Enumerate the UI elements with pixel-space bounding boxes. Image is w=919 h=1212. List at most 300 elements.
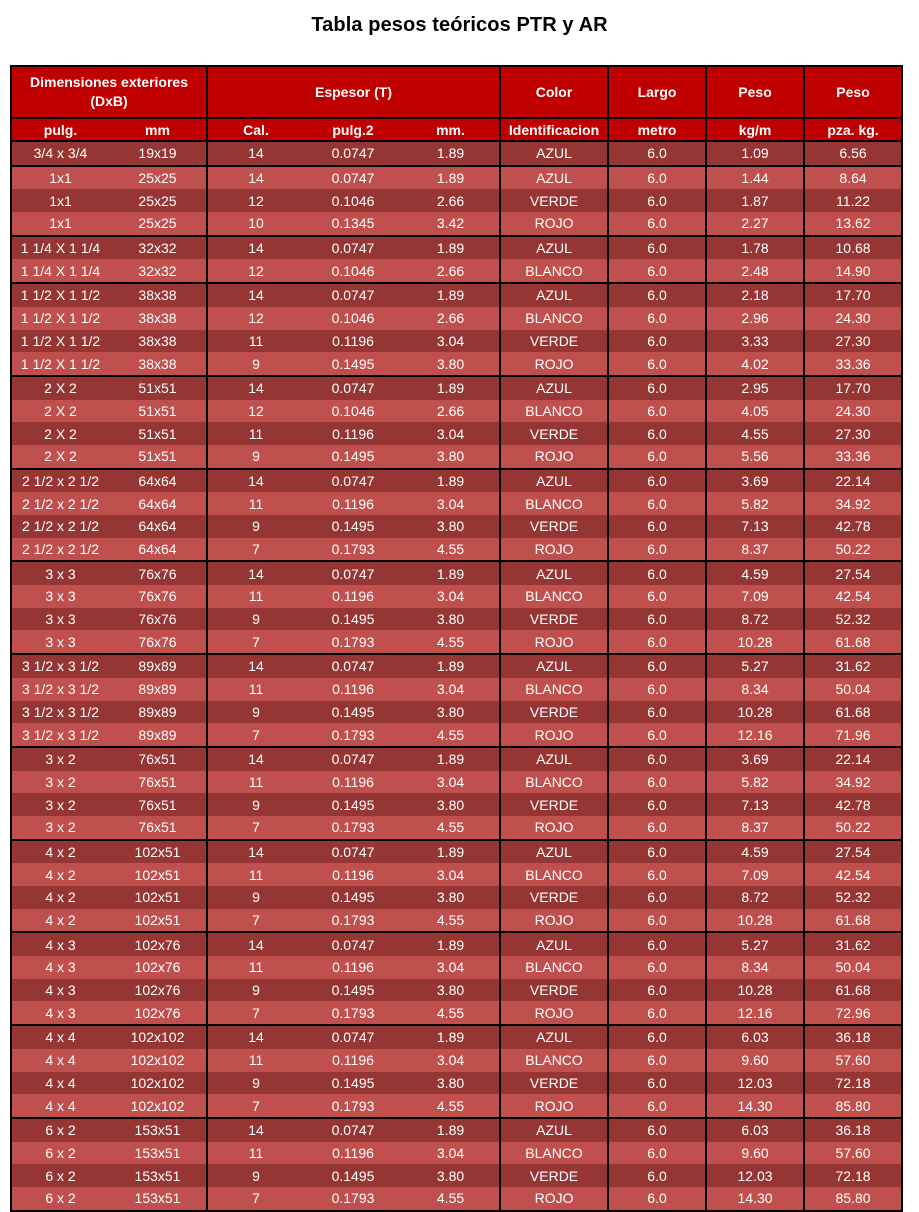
cell-length: 6.0 — [608, 608, 706, 631]
header-metro: metro — [608, 118, 706, 141]
cell-pulg2: 0.1196 — [304, 678, 402, 701]
cell-weight-pza: 36.18 — [804, 1118, 902, 1142]
cell-length: 6.0 — [608, 141, 706, 166]
cell-weight-kg-m: 2.48 — [706, 259, 804, 283]
cell-weight-pza: 14.90 — [804, 259, 902, 283]
header-dimensiones: Dimensiones exteriores (DxB) — [11, 66, 207, 118]
cell-color-id: BLANCO — [500, 307, 608, 330]
cell-pulg2: 0.1495 — [304, 445, 402, 469]
cell-cal: 11 — [207, 863, 304, 886]
cell-cal: 14 — [207, 561, 304, 585]
cell-cal: 14 — [207, 376, 304, 400]
cell-thickness-mm: 3.80 — [402, 1164, 500, 1187]
cell-length: 6.0 — [608, 330, 706, 353]
cell-weight-kg-m: 2.95 — [706, 376, 804, 400]
table-row — [11, 723, 902, 747]
cell-color-id: VERDE — [500, 515, 608, 538]
cell-pulg2: 0.0747 — [304, 283, 402, 307]
table-row — [11, 212, 902, 236]
cell-color-id: BLANCO — [500, 585, 608, 608]
cell-thickness-mm: 1.89 — [402, 166, 500, 190]
cell-weight-kg-m: 9.60 — [706, 1142, 804, 1165]
cell-length: 6.0 — [608, 630, 706, 654]
cell-color-id: ROJO — [500, 1094, 608, 1118]
cell-length: 6.0 — [608, 863, 706, 886]
cell-weight-pza: 27.54 — [804, 840, 902, 864]
cell-weight-kg-m: 12.03 — [706, 1072, 804, 1095]
cell-pulg: 3 x 3 — [11, 585, 109, 608]
cell-length: 6.0 — [608, 469, 706, 493]
cell-thickness-mm: 3.04 — [402, 422, 500, 445]
cell-pulg: 2 X 2 — [11, 422, 109, 445]
cell-cal: 14 — [207, 283, 304, 307]
cell-color-id: AZUL — [500, 561, 608, 585]
cell-pulg: 2 X 2 — [11, 400, 109, 423]
cell-pulg2: 0.0747 — [304, 840, 402, 864]
cell-length: 6.0 — [608, 422, 706, 445]
cell-pulg: 2 1/2 x 2 1/2 — [11, 515, 109, 538]
cell-color-id: AZUL — [500, 283, 608, 307]
cell-pulg: 1 1/2 X 1 1/2 — [11, 352, 109, 376]
header-mm: mm — [109, 118, 207, 141]
cell-color-id: ROJO — [500, 723, 608, 747]
cell-weight-pza: 50.22 — [804, 816, 902, 840]
cell-color-id: ROJO — [500, 909, 608, 933]
cell-pulg: 3/4 x 3/4 — [11, 141, 109, 166]
cell-weight-kg-m: 5.56 — [706, 445, 804, 469]
table-row — [11, 1142, 902, 1165]
cell-length: 6.0 — [608, 747, 706, 771]
cell-mm: 64x64 — [109, 492, 207, 515]
cell-color-id: AZUL — [500, 166, 608, 190]
cell-cal: 10 — [207, 212, 304, 236]
cell-cal: 11 — [207, 492, 304, 515]
cell-pulg: 1x1 — [11, 212, 109, 236]
cell-cal: 11 — [207, 956, 304, 979]
cell-cal: 11 — [207, 678, 304, 701]
cell-pulg2: 0.1495 — [304, 515, 402, 538]
table-row — [11, 283, 902, 307]
header-pulg: pulg. — [11, 118, 109, 141]
cell-length: 6.0 — [608, 352, 706, 376]
table-row — [11, 840, 902, 864]
table-row — [11, 1094, 902, 1118]
cell-pulg2: 0.0747 — [304, 141, 402, 166]
cell-pulg: 6 x 2 — [11, 1142, 109, 1165]
cell-color-id: ROJO — [500, 538, 608, 562]
cell-pulg2: 0.1196 — [304, 585, 402, 608]
cell-mm: 38x38 — [109, 307, 207, 330]
cell-pulg: 4 x 4 — [11, 1049, 109, 1072]
cell-thickness-mm: 3.04 — [402, 585, 500, 608]
table-row — [11, 1118, 902, 1142]
cell-weight-kg-m: 5.27 — [706, 654, 804, 678]
table-row — [11, 1001, 902, 1025]
cell-pulg2: 0.1046 — [304, 307, 402, 330]
cell-cal: 7 — [207, 1001, 304, 1025]
cell-length: 6.0 — [608, 166, 706, 190]
cell-mm: 102x102 — [109, 1072, 207, 1095]
cell-mm: 25x25 — [109, 189, 207, 212]
cell-cal: 12 — [207, 189, 304, 212]
cell-pulg: 3 x 2 — [11, 816, 109, 840]
cell-length: 6.0 — [608, 259, 706, 283]
cell-length: 6.0 — [608, 400, 706, 423]
cell-color-id: VERDE — [500, 1072, 608, 1095]
header-largo: Largo — [608, 66, 706, 118]
cell-color-id: ROJO — [500, 212, 608, 236]
cell-mm: 64x64 — [109, 469, 207, 493]
header-mm-thickness: mm. — [402, 118, 500, 141]
cell-pulg2: 0.1495 — [304, 608, 402, 631]
cell-mm: 38x38 — [109, 283, 207, 307]
cell-thickness-mm: 1.89 — [402, 236, 500, 260]
cell-length: 6.0 — [608, 723, 706, 747]
cell-weight-pza: 72.18 — [804, 1164, 902, 1187]
cell-weight-kg-m: 8.72 — [706, 886, 804, 909]
table-row — [11, 932, 902, 956]
cell-cal: 7 — [207, 909, 304, 933]
cell-mm: 153x51 — [109, 1118, 207, 1142]
page-title: Tabla pesos teóricos PTR y AR — [311, 14, 608, 36]
cell-pulg: 4 x 2 — [11, 840, 109, 864]
cell-weight-kg-m: 5.27 — [706, 932, 804, 956]
cell-color-id: BLANCO — [500, 400, 608, 423]
cell-thickness-mm: 4.55 — [402, 1094, 500, 1118]
cell-mm: 89x89 — [109, 678, 207, 701]
cell-cal: 11 — [207, 771, 304, 794]
cell-length: 6.0 — [608, 1187, 706, 1211]
cell-mm: 102x102 — [109, 1025, 207, 1049]
cell-pulg2: 0.1196 — [304, 771, 402, 794]
table-row — [11, 793, 902, 816]
table-row — [11, 678, 902, 701]
cell-cal: 9 — [207, 352, 304, 376]
cell-weight-kg-m: 14.30 — [706, 1094, 804, 1118]
cell-pulg: 1x1 — [11, 166, 109, 190]
cell-mm: 89x89 — [109, 723, 207, 747]
cell-cal: 11 — [207, 585, 304, 608]
cell-color-id: BLANCO — [500, 1142, 608, 1165]
cell-weight-kg-m: 3.69 — [706, 747, 804, 771]
cell-length: 6.0 — [608, 932, 706, 956]
table-row — [11, 330, 902, 353]
header-peso-m: Peso — [706, 66, 804, 118]
cell-color-id: VERDE — [500, 608, 608, 631]
cell-thickness-mm: 2.66 — [402, 400, 500, 423]
cell-length: 6.0 — [608, 307, 706, 330]
table-row — [11, 630, 902, 654]
cell-thickness-mm: 3.80 — [402, 515, 500, 538]
cell-color-id: AZUL — [500, 1118, 608, 1142]
cell-color-id: AZUL — [500, 1025, 608, 1049]
cell-weight-kg-m: 9.60 — [706, 1049, 804, 1072]
cell-mm: 38x38 — [109, 330, 207, 353]
cell-pulg2: 0.1793 — [304, 1094, 402, 1118]
table-row — [11, 376, 902, 400]
cell-length: 6.0 — [608, 1072, 706, 1095]
cell-length: 6.0 — [608, 189, 706, 212]
cell-pulg: 4 x 3 — [11, 979, 109, 1002]
cell-length: 6.0 — [608, 1094, 706, 1118]
cell-pulg2: 0.1793 — [304, 538, 402, 562]
cell-mm: 25x25 — [109, 166, 207, 190]
cell-mm: 76x51 — [109, 771, 207, 794]
cell-mm: 102x51 — [109, 886, 207, 909]
cell-pulg: 1 1/4 X 1 1/4 — [11, 236, 109, 260]
cell-pulg2: 0.0747 — [304, 1118, 402, 1142]
cell-weight-pza: 72.18 — [804, 1072, 902, 1095]
header-peso-pza: Peso — [804, 66, 902, 118]
cell-mm: 32x32 — [109, 259, 207, 283]
cell-weight-kg-m: 2.18 — [706, 283, 804, 307]
cell-weight-kg-m: 1.87 — [706, 189, 804, 212]
cell-pulg: 1 1/2 X 1 1/2 — [11, 330, 109, 353]
table-row — [11, 747, 902, 771]
header-pza-kg: pza. kg. — [804, 118, 902, 141]
cell-length: 6.0 — [608, 585, 706, 608]
cell-cal: 12 — [207, 307, 304, 330]
cell-weight-pza: 24.30 — [804, 307, 902, 330]
cell-mm: 89x89 — [109, 654, 207, 678]
cell-weight-pza: 71.96 — [804, 723, 902, 747]
cell-color-id: AZUL — [500, 236, 608, 260]
cell-color-id: VERDE — [500, 1164, 608, 1187]
table-row — [11, 445, 902, 469]
cell-weight-pza: 85.80 — [804, 1187, 902, 1211]
cell-mm: 102x51 — [109, 863, 207, 886]
cell-mm: 64x64 — [109, 515, 207, 538]
cell-thickness-mm: 3.04 — [402, 330, 500, 353]
cell-length: 6.0 — [608, 1164, 706, 1187]
cell-pulg2: 0.1196 — [304, 863, 402, 886]
cell-pulg: 1 1/2 X 1 1/2 — [11, 307, 109, 330]
cell-mm: 64x64 — [109, 538, 207, 562]
cell-cal: 11 — [207, 1049, 304, 1072]
cell-weight-pza: 34.92 — [804, 771, 902, 794]
cell-weight-pza: 33.36 — [804, 352, 902, 376]
cell-weight-kg-m: 1.78 — [706, 236, 804, 260]
cell-cal: 14 — [207, 469, 304, 493]
cell-weight-pza: 61.68 — [804, 979, 902, 1002]
table-row — [11, 771, 902, 794]
cell-mm: 102x51 — [109, 909, 207, 933]
cell-cal: 11 — [207, 330, 304, 353]
cell-weight-pza: 17.70 — [804, 376, 902, 400]
cell-length: 6.0 — [608, 654, 706, 678]
cell-color-id: BLANCO — [500, 1049, 608, 1072]
cell-length: 6.0 — [608, 538, 706, 562]
cell-weight-pza: 27.30 — [804, 422, 902, 445]
cell-pulg: 4 x 3 — [11, 956, 109, 979]
cell-weight-kg-m: 3.69 — [706, 469, 804, 493]
table-row — [11, 400, 902, 423]
cell-cal: 14 — [207, 840, 304, 864]
cell-pulg2: 0.1495 — [304, 1164, 402, 1187]
cell-pulg: 3 1/2 x 3 1/2 — [11, 654, 109, 678]
cell-pulg: 2 X 2 — [11, 376, 109, 400]
cell-weight-kg-m: 14.30 — [706, 1187, 804, 1211]
cell-color-id: VERDE — [500, 422, 608, 445]
cell-mm: 102x76 — [109, 932, 207, 956]
cell-pulg2: 0.0747 — [304, 932, 402, 956]
cell-cal: 14 — [207, 747, 304, 771]
header-kg-m: kg/m — [706, 118, 804, 141]
cell-thickness-mm: 3.80 — [402, 979, 500, 1002]
header-pulg2: pulg.2 — [304, 118, 402, 141]
cell-weight-kg-m: 6.03 — [706, 1118, 804, 1142]
table-row — [11, 561, 902, 585]
cell-pulg: 3 x 3 — [11, 608, 109, 631]
cell-length: 6.0 — [608, 886, 706, 909]
cell-pulg2: 0.1046 — [304, 259, 402, 283]
cell-cal: 9 — [207, 979, 304, 1002]
cell-mm: 89x89 — [109, 701, 207, 724]
cell-weight-kg-m: 5.82 — [706, 771, 804, 794]
table-row — [11, 909, 902, 933]
table-row — [11, 608, 902, 631]
cell-weight-kg-m: 8.34 — [706, 678, 804, 701]
cell-cal: 14 — [207, 654, 304, 678]
table-row — [11, 1164, 902, 1187]
cell-weight-pza: 10.68 — [804, 236, 902, 260]
cell-weight-kg-m: 4.55 — [706, 422, 804, 445]
cell-color-id: ROJO — [500, 1001, 608, 1025]
table-row — [11, 956, 902, 979]
cell-weight-kg-m: 5.82 — [706, 492, 804, 515]
cell-length: 6.0 — [608, 1025, 706, 1049]
cell-mm: 102x76 — [109, 1001, 207, 1025]
cell-length: 6.0 — [608, 956, 706, 979]
cell-weight-kg-m: 12.03 — [706, 1164, 804, 1187]
cell-pulg2: 0.1793 — [304, 1187, 402, 1211]
cell-pulg: 3 x 3 — [11, 561, 109, 585]
cell-pulg2: 0.0747 — [304, 166, 402, 190]
cell-mm: 102x76 — [109, 979, 207, 1002]
cell-cal: 7 — [207, 1187, 304, 1211]
cell-weight-kg-m: 10.28 — [706, 979, 804, 1002]
cell-length: 6.0 — [608, 678, 706, 701]
cell-cal: 9 — [207, 701, 304, 724]
cell-pulg2: 0.1345 — [304, 212, 402, 236]
cell-pulg: 4 x 3 — [11, 1001, 109, 1025]
cell-color-id: VERDE — [500, 886, 608, 909]
cell-weight-kg-m: 4.59 — [706, 561, 804, 585]
cell-color-id: AZUL — [500, 747, 608, 771]
cell-pulg2: 0.1046 — [304, 189, 402, 212]
cell-weight-kg-m: 7.13 — [706, 793, 804, 816]
cell-thickness-mm: 3.80 — [402, 886, 500, 909]
cell-thickness-mm: 2.66 — [402, 259, 500, 283]
cell-weight-kg-m: 8.72 — [706, 608, 804, 631]
cell-weight-pza: 27.54 — [804, 561, 902, 585]
cell-weight-pza: 34.92 — [804, 492, 902, 515]
cell-mm: 76x76 — [109, 608, 207, 631]
cell-pulg2: 0.0747 — [304, 654, 402, 678]
cell-cal: 7 — [207, 630, 304, 654]
cell-pulg: 4 x 3 — [11, 932, 109, 956]
cell-cal: 7 — [207, 538, 304, 562]
cell-mm: 153x51 — [109, 1142, 207, 1165]
table-row — [11, 979, 902, 1002]
table-row — [11, 515, 902, 538]
cell-length: 6.0 — [608, 909, 706, 933]
table-row — [11, 1072, 902, 1095]
cell-pulg: 6 x 2 — [11, 1187, 109, 1211]
cell-cal: 14 — [207, 141, 304, 166]
cell-weight-kg-m: 4.05 — [706, 400, 804, 423]
cell-pulg: 3 x 2 — [11, 793, 109, 816]
cell-length: 6.0 — [608, 840, 706, 864]
cell-thickness-mm: 3.04 — [402, 863, 500, 886]
cell-pulg2: 0.1196 — [304, 492, 402, 515]
cell-cal: 9 — [207, 608, 304, 631]
cell-weight-pza: 52.32 — [804, 608, 902, 631]
cell-pulg: 1 1/2 X 1 1/2 — [11, 283, 109, 307]
cell-pulg2: 0.1196 — [304, 330, 402, 353]
cell-length: 6.0 — [608, 212, 706, 236]
cell-mm: 51x51 — [109, 376, 207, 400]
cell-cal: 12 — [207, 400, 304, 423]
cell-mm: 102x76 — [109, 956, 207, 979]
cell-pulg: 4 x 4 — [11, 1094, 109, 1118]
cell-mm: 51x51 — [109, 445, 207, 469]
cell-color-id: VERDE — [500, 793, 608, 816]
cell-thickness-mm: 3.80 — [402, 1072, 500, 1095]
cell-thickness-mm: 3.80 — [402, 445, 500, 469]
cell-pulg2: 0.1196 — [304, 1049, 402, 1072]
cell-mm: 76x76 — [109, 561, 207, 585]
header-cal: Cal. — [207, 118, 304, 141]
cell-cal: 9 — [207, 1072, 304, 1095]
cell-cal: 11 — [207, 422, 304, 445]
cell-thickness-mm: 3.80 — [402, 352, 500, 376]
cell-thickness-mm: 3.04 — [402, 1049, 500, 1072]
table-body — [11, 141, 902, 1211]
cell-weight-kg-m: 10.28 — [706, 630, 804, 654]
cell-weight-pza: 42.78 — [804, 793, 902, 816]
cell-weight-pza: 31.62 — [804, 932, 902, 956]
cell-weight-pza: 72.96 — [804, 1001, 902, 1025]
cell-pulg: 1x1 — [11, 189, 109, 212]
cell-mm: 102x102 — [109, 1049, 207, 1072]
cell-pulg2: 0.1793 — [304, 909, 402, 933]
cell-color-id: ROJO — [500, 445, 608, 469]
cell-pulg: 3 x 3 — [11, 630, 109, 654]
cell-mm: 153x51 — [109, 1187, 207, 1211]
cell-pulg2: 0.1495 — [304, 886, 402, 909]
table-row — [11, 141, 902, 166]
cell-color-id: AZUL — [500, 932, 608, 956]
table-row — [11, 469, 902, 493]
table-row — [11, 307, 902, 330]
cell-thickness-mm: 4.55 — [402, 1187, 500, 1211]
table-row — [11, 166, 902, 190]
cell-thickness-mm: 4.55 — [402, 816, 500, 840]
cell-thickness-mm: 3.80 — [402, 608, 500, 631]
cell-pulg: 4 x 4 — [11, 1025, 109, 1049]
cell-weight-pza: 6.56 — [804, 141, 902, 166]
cell-mm: 76x76 — [109, 585, 207, 608]
cell-mm: 153x51 — [109, 1164, 207, 1187]
cell-pulg2: 0.1495 — [304, 793, 402, 816]
cell-thickness-mm: 2.66 — [402, 307, 500, 330]
cell-thickness-mm: 3.04 — [402, 771, 500, 794]
cell-pulg: 2 1/2 x 2 1/2 — [11, 469, 109, 493]
cell-color-id: AZUL — [500, 141, 608, 166]
cell-weight-pza: 50.04 — [804, 956, 902, 979]
cell-pulg2: 0.1495 — [304, 701, 402, 724]
